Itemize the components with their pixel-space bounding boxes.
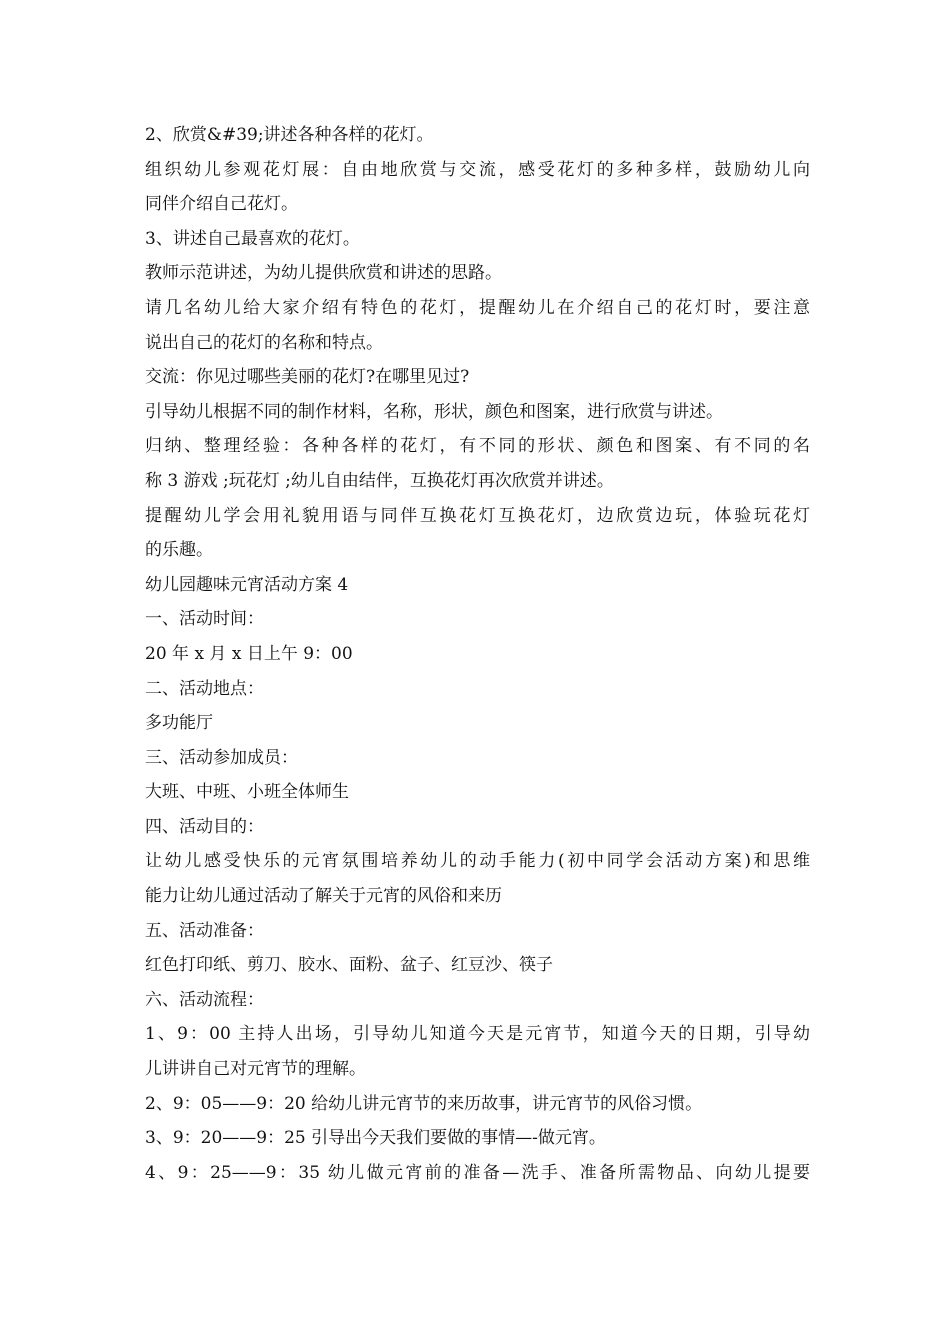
text-line: 交流：你见过哪些美丽的花灯?在哪里见过? [145,367,470,388]
document-title: 幼儿园趣味元宵活动方案 4 [145,574,349,595]
text-line: 教师示范讲述，为幼儿提供欣赏和讲述的思路。 [145,263,502,284]
text-line: 儿讲讲自己对元宵节的理解。 [145,1059,366,1080]
section-heading: 3、讲述自己最喜欢的花灯。 [145,228,360,249]
text-line: 归纳、整理经验：各种各样的花灯，有不同的形状、颜色和图案、有不同的名 [145,436,810,457]
text-line: 让幼儿感受快乐的元宵氛围培养幼儿的动手能力(初中同学会活动方案)和思维 [145,851,810,872]
text-line: 提醒幼儿学会用礼貌用语与同伴互换花灯互换花灯，边欣赏边玩，体验玩花灯 [145,505,810,526]
text-line: 2、欣赏&#39;讲述各种各样的花灯。 [145,125,434,145]
section-heading: 二、活动地点： [145,678,264,699]
text-line: 的乐趣。 [145,540,213,561]
section-heading: 五、活动准备： [145,920,264,941]
text-line: 称 3 游戏 ;玩花灯 ;幼儿自由结伴，互换花灯再次欣赏并讲述。 [145,470,614,491]
section-heading: 三、活动参加成员： [145,747,298,768]
text-line: 说出自己的花灯的名称和特点。 [145,332,383,353]
text-line: 1、9：00 主持人出场，引导幼儿知道今天是元宵节，知道今天的日期，引导幼 [145,1024,810,1045]
section-heading: 四、活动目的： [145,816,264,837]
text-line: 2、9：05——9：20 给幼儿讲元宵节的来历故事，讲元宵节的风俗习惯。 [145,1093,703,1114]
text-line: 大班、中班、小班全体师生 [145,782,349,803]
text-line: 4、9：25——9：35 幼儿做元宵前的准备—洗手、准备所需物品、向幼儿提要 [145,1162,810,1183]
text-line: 多功能厅 [145,713,213,734]
text-line: 同伴介绍自己花灯。 [145,194,298,215]
section-heading: 六、活动流程： [145,989,264,1010]
text-line: 能力让幼儿通过活动了解关于元宵的风俗和来历 [145,886,502,907]
text-line: 3、9：20——9：25 引导出今天我们要做的事情—-做元宵。 [145,1128,606,1149]
text-line: 组织幼儿参观花灯展：自由地欣赏与交流，感受花灯的多种多样，鼓励幼儿向 [145,159,810,180]
section-heading: 一、活动时间： [145,609,264,630]
text-line: 请几名幼儿给大家介绍有特色的花灯，提醒幼儿在介绍自己的花灯时，要注意 [145,297,810,318]
text-line: 20 年 x 月 x 日上午 9：00 [145,643,353,664]
text-line: 引导幼儿根据不同的制作材料，名称，形状，颜色和图案，进行欣赏与讲述。 [145,401,723,422]
document-body [145,118,810,1190]
text-line: 红色打印纸、剪刀、胶水、面粉、盆子、红豆沙、筷子 [145,955,553,976]
